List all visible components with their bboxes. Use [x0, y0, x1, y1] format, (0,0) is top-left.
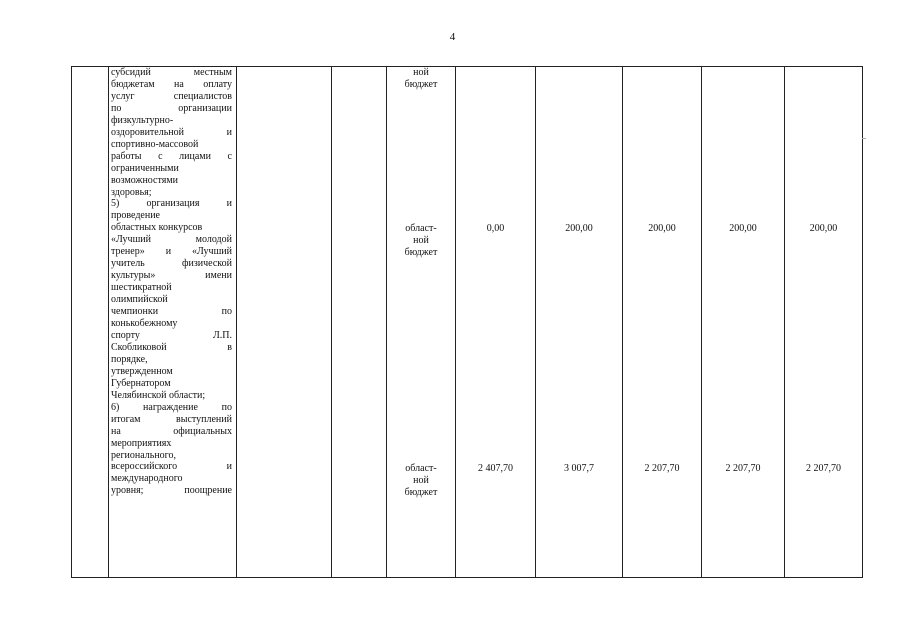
description-line: порядке,	[111, 353, 148, 365]
description-line: субсидий местным	[111, 67, 232, 78]
funding-source	[388, 67, 454, 91]
column-border	[622, 66, 623, 578]
description-line: «Лучший молодой	[111, 234, 232, 246]
column-border	[71, 66, 72, 578]
description-line: 5) организация и	[111, 198, 232, 210]
scan-mark	[862, 138, 866, 139]
description-line: тренер» и «Лучший	[111, 246, 232, 258]
column-border	[784, 66, 785, 578]
amount-cell: 2 207,70	[644, 463, 680, 474]
description-line: ограниченными	[111, 162, 179, 174]
amount-cell: 200,00	[648, 223, 676, 234]
amount-cell: 200,00	[565, 223, 593, 234]
description-line: олимпийской	[111, 294, 168, 306]
amount-cell: 2 207,70	[725, 463, 761, 474]
description-line: учитель физической	[111, 258, 232, 270]
column-border	[386, 66, 387, 578]
description-line: проведение	[111, 210, 160, 222]
description-line: здоровья;	[111, 186, 152, 198]
description-line: оздоровительной и	[111, 126, 232, 138]
column-border	[535, 66, 536, 578]
amount-cell: 2 407,70	[478, 463, 513, 474]
description-line: спорту Л.П.	[111, 329, 232, 341]
description-line: конькобежному	[111, 318, 178, 330]
description-line: всероссийского и	[111, 461, 232, 473]
description-line: мероприятиях	[111, 437, 172, 449]
funding-source	[388, 223, 454, 259]
description-line: возможностями	[111, 174, 179, 186]
description-line: 6) награждение по	[111, 401, 232, 413]
description-line: по организации	[111, 102, 232, 114]
funding-source-line: бюджет	[404, 78, 438, 90]
funding-source-line: област-	[405, 463, 437, 474]
funding-source-line: ной	[413, 67, 429, 78]
description-line: регионального,	[111, 449, 177, 461]
column-border	[862, 66, 863, 578]
page-number: 4	[449, 31, 456, 43]
description-line: утвержденном	[111, 365, 173, 377]
column-border	[108, 66, 109, 578]
activity-description	[111, 67, 232, 497]
description-line: Челябинской области;	[111, 389, 206, 401]
description-line: услуг специалистов	[111, 90, 232, 102]
description-line: международного	[111, 473, 183, 485]
description-line: физкультурно-	[111, 114, 174, 126]
funding-source-line: бюджет	[404, 486, 438, 498]
description-line: на официальных	[111, 425, 232, 437]
funding-source-line: ной	[413, 234, 429, 246]
description-line: культуры» имени	[111, 270, 232, 282]
description-line: шестикратной	[111, 282, 172, 294]
table-bottom-border	[71, 577, 863, 578]
description-line: чемпионки по	[111, 306, 232, 318]
amount-cell: 0,00	[486, 223, 505, 234]
description-line: уровня; поощрение	[111, 485, 232, 497]
column-border	[236, 66, 237, 578]
column-border	[701, 66, 702, 578]
description-line: спортивно-массовой	[111, 138, 199, 150]
description-line: Скобликовой в	[111, 341, 232, 353]
column-border	[455, 66, 456, 578]
funding-source-line: област-	[405, 223, 437, 234]
amount-cell: 200,00	[809, 223, 838, 234]
description-line: бюджетам на оплату	[111, 78, 232, 90]
description-line: итогам выступлений	[111, 413, 232, 425]
amount-cell: 2 207,70	[806, 463, 841, 474]
column-border	[331, 66, 332, 578]
funding-source	[388, 463, 454, 499]
funding-source-line: бюджет	[404, 246, 438, 258]
amount-cell: 200,00	[729, 223, 757, 234]
description-line: работы с лицами с	[111, 150, 232, 162]
funding-source-line: ной	[413, 474, 429, 486]
description-line: областных конкурсов	[111, 222, 203, 234]
amount-cell: 3 007,7	[564, 463, 594, 474]
description-line: Губернатором	[111, 377, 171, 389]
